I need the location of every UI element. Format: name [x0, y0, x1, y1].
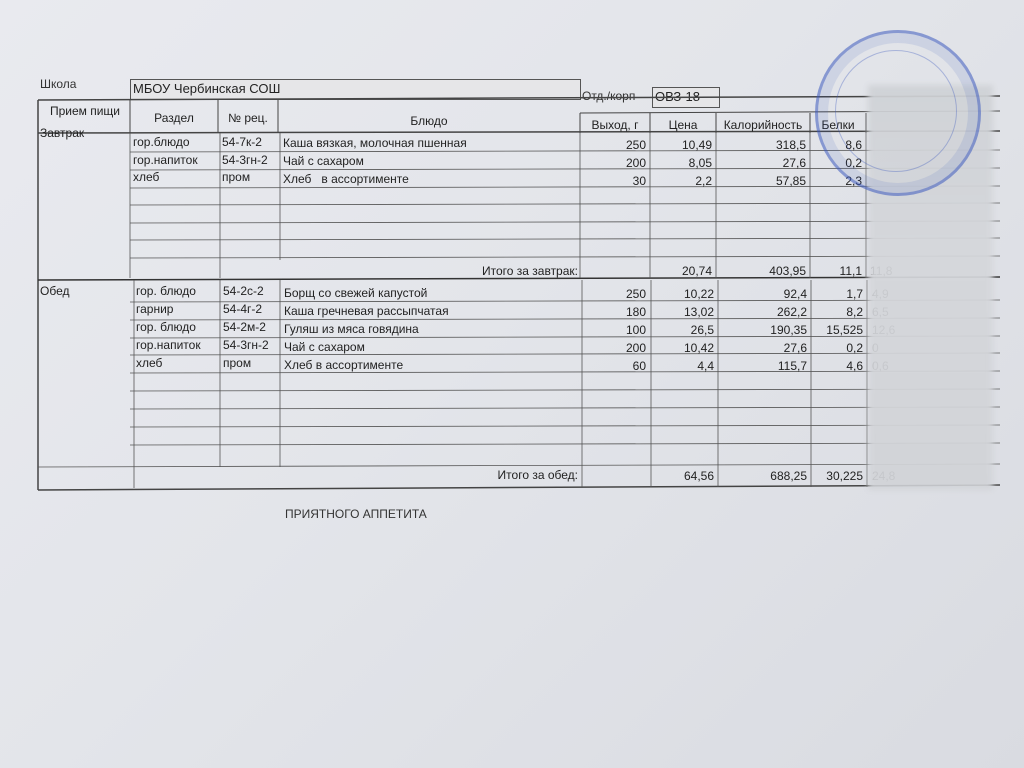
col-header-meal: Прием пищи — [49, 104, 121, 118]
cell-calories: 27,6 — [782, 156, 806, 170]
dept-field: ОВЗ-18 — [652, 87, 720, 108]
cell-price: 4,4 — [697, 359, 714, 373]
total-label: Итого за обед: — [497, 468, 578, 482]
cell-protein: 15,525 — [826, 323, 863, 337]
col-header-calories: Калорийность — [723, 118, 803, 132]
cell-section: гор.блюдо — [133, 135, 190, 149]
cell-price: 8,05 — [688, 156, 712, 170]
cell-price: 10,22 — [683, 287, 714, 301]
stamp-inner-ring — [835, 50, 957, 172]
school-label: Школа — [40, 77, 77, 91]
cell-yield: 250 — [625, 138, 646, 152]
cell-recipe: пром — [223, 356, 252, 370]
cell-dish: Чай с сахаром — [284, 340, 365, 354]
total-label: Итого за завтрак: — [481, 264, 578, 278]
cell-section: гор. блюдо — [136, 320, 196, 334]
total-calories: 688,25 — [770, 469, 807, 483]
cell-recipe: 54-2м-2 — [223, 320, 266, 334]
cell-price: 10,42 — [683, 341, 714, 355]
cell-recipe: 54-7к-2 — [222, 135, 262, 149]
cell-dish: Борщ со свежей капустой — [284, 286, 428, 300]
cell-recipe: 54-3гн-2 — [222, 153, 268, 167]
cell-calories: 92,4 — [783, 287, 807, 301]
cell-yield: 250 — [625, 287, 646, 301]
cell-price: 26,5 — [690, 323, 714, 337]
cell-dish: Хлеб в ассортименте — [283, 172, 409, 186]
cell-dish: Каша гречневая рассыпчатая — [284, 304, 449, 318]
cell-section: гор.напиток — [133, 153, 198, 167]
meal-lunch: Обед — [40, 284, 70, 298]
cell-price: 13,02 — [683, 305, 714, 319]
cell-section: хлеб — [133, 170, 160, 184]
cell-protein: 0,2 — [846, 341, 863, 355]
cell-calories: 57,85 — [775, 174, 806, 188]
cell-section: гор. блюдо — [136, 284, 196, 298]
total-protein: 30,225 — [826, 469, 863, 483]
cell-yield: 60 — [632, 359, 646, 373]
col-header-protein: Белки — [821, 118, 855, 132]
cell-price: 10,49 — [681, 138, 712, 152]
school-field: МБОУ Чербинская СОШ — [130, 79, 581, 100]
col-header-recipe: № рец. — [228, 111, 268, 125]
cell-yield: 200 — [625, 156, 646, 170]
cell-dish: Каша вязкая, молочная пшенная — [283, 136, 467, 150]
cell-protein: 2,3 — [845, 174, 862, 188]
total-price: 64,56 — [683, 469, 714, 483]
cell-recipe: 54-4г-2 — [223, 302, 263, 316]
cell-yield: 30 — [632, 174, 646, 188]
col-header-dish: Блюдо — [410, 114, 448, 128]
cell-section: хлеб — [136, 356, 163, 370]
cell-calories: 262,2 — [776, 305, 807, 319]
cell-calories: 27,6 — [783, 341, 807, 355]
cell-yield: 200 — [625, 341, 646, 355]
cell-yield: 180 — [625, 305, 646, 319]
cell-recipe: 54-3гн-2 — [223, 338, 269, 352]
cell-dish: Гуляш из мяса говядина — [284, 322, 419, 336]
col-header-price: Цена — [668, 118, 698, 132]
cell-calories: 318,5 — [775, 138, 806, 152]
cell-recipe: 54-2с-2 — [223, 284, 264, 298]
meal-breakfast: Завтрак — [40, 126, 85, 140]
cell-price: 2,2 — [695, 174, 712, 188]
col-header-yield: Выход, г — [591, 118, 639, 132]
cell-section: гор.напиток — [136, 338, 201, 352]
total-price: 20,74 — [681, 264, 712, 278]
cell-protein: 8,6 — [845, 138, 862, 152]
footer-message: ПРИЯТНОГО АППЕТИТА — [285, 507, 427, 521]
cell-protein: 0,2 — [845, 156, 862, 170]
total-calories: 403,95 — [769, 264, 806, 278]
dept-label: Отд./корп — [582, 89, 636, 103]
cell-calories: 190,35 — [770, 323, 807, 337]
cell-protein: 4,6 — [846, 359, 863, 373]
cell-protein: 8,2 — [846, 305, 863, 319]
cell-recipe: пром — [222, 170, 251, 184]
cell-section: гарнир — [136, 302, 174, 316]
cell-calories: 115,7 — [777, 359, 807, 373]
cell-yield: 100 — [625, 323, 646, 337]
cell-protein: 1,7 — [846, 287, 863, 301]
total-protein: 11,1 — [839, 264, 862, 278]
col-header-section: Раздел — [154, 111, 194, 125]
cell-dish: Хлеб в ассортименте — [284, 358, 404, 372]
cell-dish: Чай с сахаром — [283, 154, 364, 168]
